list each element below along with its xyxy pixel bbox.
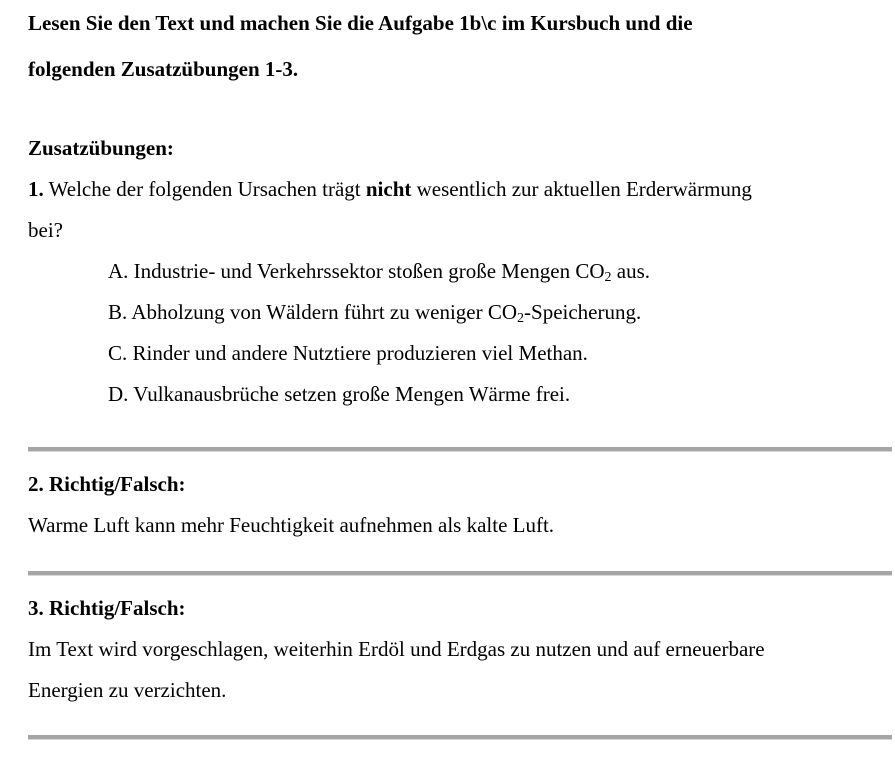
assignment-instructions xyxy=(28,0,895,92)
divider-3 xyxy=(28,735,892,740)
option-c xyxy=(28,333,895,374)
question-1-number: 1. xyxy=(28,177,44,201)
option-b-subscript: 2 xyxy=(517,311,525,326)
option-d-text: D. Vulkanausbrüche setzen große Mengen Wärme frei. xyxy=(108,382,571,406)
question-1-bold-word: nicht xyxy=(365,177,412,201)
heading-line-2: folgenden Zusatzübungen 1-3. xyxy=(28,57,299,81)
option-a-rest: aus. xyxy=(611,259,651,283)
question-3-statement-line-2: Energien zu verzichten. xyxy=(28,678,227,702)
option-a-text: A. Industrie- und Verkehrssektor stoßen große Mengen CO xyxy=(108,259,605,283)
question-3-statement-line-1: Im Text wird vorgeschlagen, weiterhin Erdöl und Erdgas zu nutzen und auf erneuerbare xyxy=(28,637,765,661)
question-2-title: 2. Richtig/Falsch: xyxy=(28,472,186,496)
question-1 xyxy=(28,169,895,415)
question-2-statement: Warme Luft kann mehr Feuchtigkeit aufnehmen als kalte Luft. xyxy=(28,513,555,537)
divider-1 xyxy=(28,447,892,452)
divider-2 xyxy=(28,571,892,576)
option-a-subscript: 2 xyxy=(604,270,612,285)
option-a xyxy=(28,251,895,292)
question-2 xyxy=(28,464,895,546)
question-3 xyxy=(28,588,895,711)
question-1-line-1 xyxy=(28,169,895,210)
option-c-text: C. Rinder und andere Nutztiere produzieren viel Methan. xyxy=(108,341,588,365)
question-1-text-a: Welche der folgenden Ursachen trägt xyxy=(43,177,366,201)
heading-line-1: Lesen Sie den Text und machen Sie die Aufgabe 1b\c im Kursbuch und die xyxy=(28,11,693,35)
option-b-text: B. Abholzung von Wäldern führt zu weniger CO xyxy=(108,300,518,324)
section-title: Zusatzübungen: xyxy=(28,136,174,160)
question-1-options xyxy=(28,251,895,415)
option-d xyxy=(28,374,895,415)
option-b-rest: -Speicherung. xyxy=(524,300,642,324)
question-1-text-b: wesentlich zur aktuellen Erderwärmung xyxy=(411,177,752,201)
question-1-line-2: bei? xyxy=(28,218,63,242)
option-b xyxy=(28,292,895,333)
question-3-title: 3. Richtig/Falsch: xyxy=(28,596,186,620)
